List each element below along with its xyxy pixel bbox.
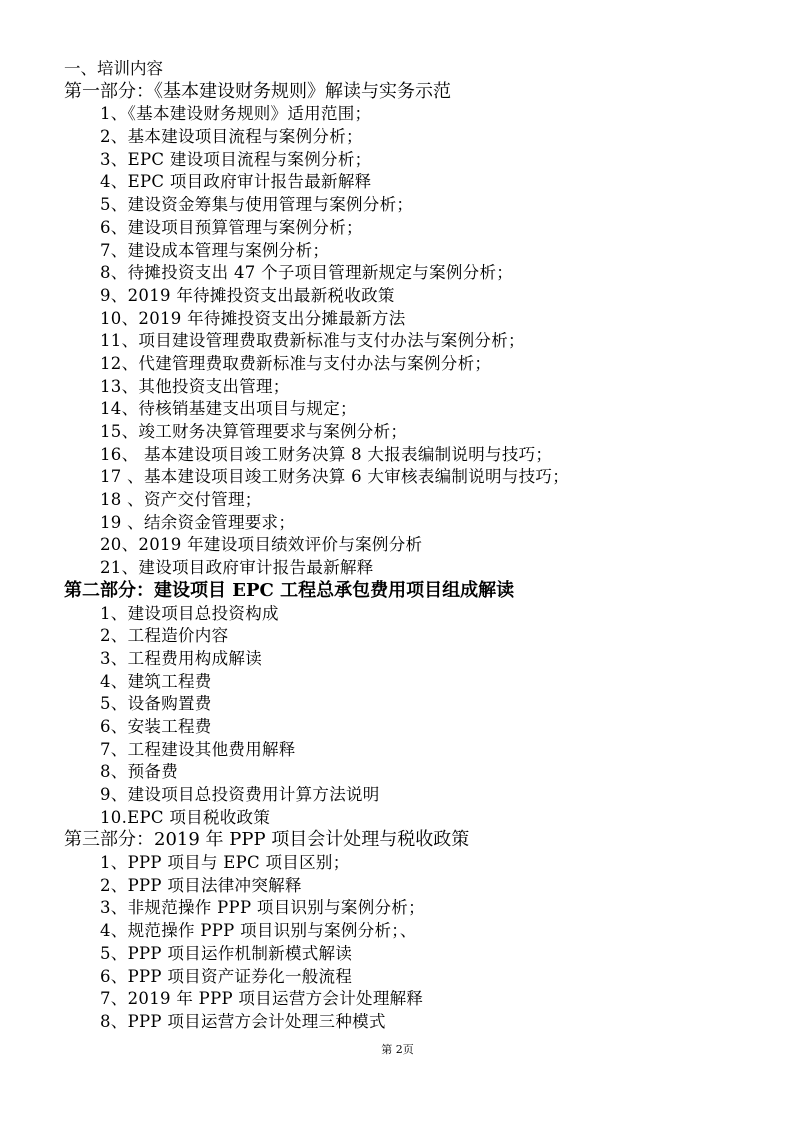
list-item: 17 、基本建设项目竣工财务决算 6 大审核表编制说明与技巧； — [100, 467, 570, 487]
list-item: 19 、结余资金管理要求； — [100, 512, 296, 532]
list-item: 5、PPP 项目运作机制新模式解读 — [100, 943, 353, 963]
part-title-1: 第一部分：《基本建设财务规则》解读与实务示范 — [64, 80, 451, 102]
list-item: 2、基本建设项目流程与案例分析； — [100, 127, 363, 147]
part-item-list-3 — [64, 852, 764, 1034]
list-item: 13、其他投资支出管理； — [100, 376, 290, 396]
list-item: 4、规范操作 PPP 项目识别与案例分析；、 — [100, 921, 417, 941]
part-item-list-1 — [64, 103, 764, 579]
list-item: 16、 基本建设项目竣工财务决算 8 大报表编制说明与技巧； — [100, 444, 553, 464]
list-item: 5、设备购置费 — [100, 694, 212, 714]
list-item: 1、建设项目总投资构成 — [100, 603, 279, 623]
list-item: 1、《基本建设财务规则》适用范围； — [100, 104, 372, 124]
list-item: 20、2019 年建设项目绩效评价与案例分析 — [100, 535, 423, 555]
list-item: 4、EPC 项目政府审计报告最新解释 — [100, 172, 372, 192]
list-item: 7、2019 年 PPP 项目运营方会计处理解释 — [100, 989, 424, 1009]
section-heading: 一、培训内容 — [64, 59, 163, 78]
list-item: 7、建设成本管理与案例分析； — [100, 240, 330, 260]
list-item: 18 、资产交付管理； — [100, 490, 262, 510]
list-item: 8、PPP 项目运营方会计处理三种模式 — [100, 1011, 386, 1031]
list-item: 1、PPP 项目与 EPC 项目区别； — [100, 853, 350, 873]
list-item: 8、预备费 — [100, 762, 178, 782]
list-item: 10、2019 年待摊投资支出分摊最新方法 — [100, 308, 406, 328]
list-item: 14、待核销基建支出项目与规定； — [100, 399, 357, 419]
list-item: 8、待摊投资支出 47 个子项目管理新规定与案例分析； — [100, 263, 514, 283]
list-item: 4、建筑工程费 — [100, 671, 212, 691]
list-item: 11、项目建设管理费取费新标准与支付办法与案例分析； — [100, 331, 525, 351]
list-item: 3、非规范操作 PPP 项目识别与案例分析； — [100, 898, 425, 918]
list-item: 2、PPP 项目法律冲突解释 — [100, 875, 302, 895]
part-title-3: 第三部分：2019 年 PPP 项目会计处理与税收政策 — [64, 829, 470, 851]
list-item: 6、安装工程费 — [100, 716, 212, 736]
part-item-list-2 — [64, 603, 764, 830]
document-body — [64, 58, 764, 1034]
list-item: 9、2019 年待摊投资支出最新税收政策 — [100, 285, 395, 305]
page-number: 第 2页 — [381, 1043, 414, 1056]
parts-container — [64, 81, 764, 1034]
list-item: 2、工程造价内容 — [100, 626, 229, 646]
list-item: 10.EPC 项目税收政策 — [100, 807, 271, 827]
list-item: 6、PPP 项目资产证券化一般流程 — [100, 966, 353, 986]
list-item: 21、建设项目政府审计报告最新解释 — [100, 558, 374, 578]
list-item: 12、代建管理费取费新标准与支付办法与案例分析； — [100, 353, 492, 373]
list-item: 9、建设项目总投资费用计算方法说明 — [100, 785, 380, 804]
list-item: 15、竣工财务决算管理要求与案例分析； — [100, 422, 408, 441]
list-item: 3、工程费用构成解读 — [100, 648, 262, 668]
list-item: 3、EPC 建设项目流程与案例分析； — [100, 149, 372, 169]
list-item: 5、建设资金筹集与使用管理与案例分析； — [100, 195, 414, 215]
part-title-2: 第二部分：建设项目 EPC 工程总承包费用项目组成解读 — [64, 579, 515, 601]
list-item: 7、工程建设其他费用解释 — [100, 739, 296, 759]
list-item: 6、建设项目预算管理与案例分析； — [100, 217, 363, 237]
